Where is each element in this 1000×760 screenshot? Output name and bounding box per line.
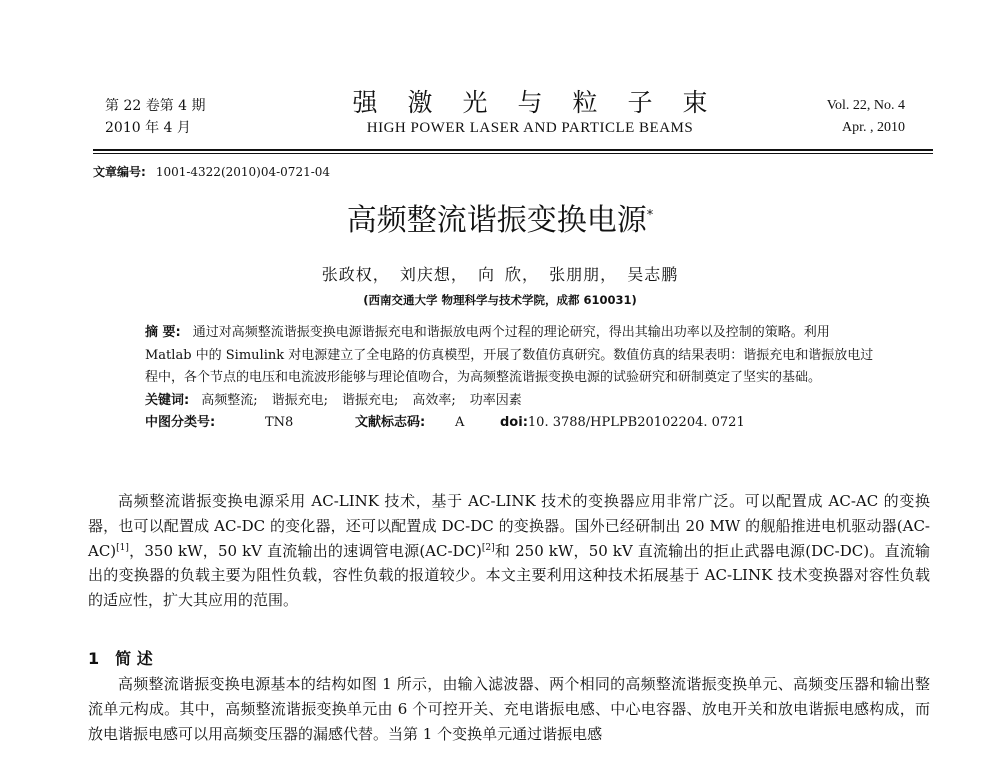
section-1-paragraph: 高频整流谐振变换电源基本的结构如图 1 所示，由输入滤波器、两个相同的高频整流谐振变换单元、高频变压器和输出整流单元构成。其中，高频整流谐振变换单元由 6 个可控开关、充电谐振电感、中心电容器、放电开关和放电谐振电感构成，而放电谐振电感可以用高频变压器的漏感代替。当第 1 个变换单元通过谐振电感 [88,675,930,743]
intro-text-3: 和 250 kW，50 kV 直流输出的拒止武器电源(DC-DC)。直流输出的变换器的负载主要为阻性负载，容性负载的报道较少。本文主要利用这种技术拓展基于 AC-LINK 技术变换器对容性负载的适应性，扩大其应用的范围。 [88,541,930,610]
date-cn: 2010 年 4 月 [105,120,191,136]
article-number [93,163,330,180]
citation-2[interactable]: [2] [481,542,495,553]
keyword: 高效率; [412,392,456,408]
abstract-block [145,322,875,435]
abstract-label: 摘 要: [145,325,181,340]
doi-label: doi: [500,415,528,430]
classification-line [145,412,875,435]
doc-code-value: A [455,415,465,430]
paper-title [0,192,1000,245]
keyword: 功率因素 [469,392,522,408]
date-en: Apr. , 2010 [842,120,905,135]
intro-paragraph [88,489,930,613]
authors: 张政权， 刘庆想， 向 欣， 张朋朋， 吴志鹏 [321,265,679,284]
abstract [145,322,875,390]
keyword: 谐振充电; [271,392,328,408]
clc-label: 中图分类号: [145,415,216,430]
journal-issue-cn [105,95,206,139]
volume-en: Vol. 22, No. 4 [826,98,905,113]
journal-name [300,88,760,138]
introduction [88,489,930,613]
affiliation: (西南交通大学 物理科学与技术学院，成都 610031) [363,293,637,307]
article-number-value: 1001-4322(2010)04-0721-04 [155,165,331,179]
abstract-text: 通过对高频整流谐振变换电源谐振充电和谐振放电两个过程的理论研究，得出其输出功率以及控制的策略。利用 Matlab 中的 Simulink 对电源建立了全电路的仿真模型，开展了数值仿真研究。数值仿真的结果表明：谐振充电和谐振放电过程中，各个节点的电压和电流波形能够与理论值吻合，为高频整流谐振变换电源的试验研究和研制奠定了坚实的基础。 [145,325,874,385]
doi-value: 10. 3788/HPLPB20102204. 0721 [527,415,745,430]
intro-text-1: 高频整流谐振变换电源采用 AC-LINK 技术，基于 AC-LINK 技术的变换器应用非常广泛。可以配置成 AC-AC 的变换器，也可以配置成 AC-DC 的变化器，还可以配置成 DC-DC 的变换器。国外已经研制出 20 MW 的舰船推进电机驱动器(AC-AC) [88,492,930,560]
clc-value: TN8 [265,415,294,430]
journal-name-cn: 强激光与粒子束 [352,88,738,117]
title-footnote-mark: * [646,208,654,223]
section-1-body [88,672,930,746]
issue-cn: 第 22 卷第 4 期 [105,98,206,114]
section-1-title: 简 述 [115,649,153,668]
keyword: 高频整流; [201,392,258,408]
doc-code-label: 文献标志码: [355,415,426,430]
header-rule-thin [93,153,933,154]
keyword: 谐振充电; [341,392,399,408]
section-1-number: 1 [88,649,100,668]
journal-name-en: HIGH POWER LASER AND PARTICLE BEAMS [366,120,694,136]
header-rule-thick [93,149,933,151]
article-number-label: 文章编号: [93,165,146,179]
section-1-heading [88,646,169,669]
paper-title-text: 高频整流谐振变换电源 [346,203,647,238]
intro-text-2: ，350 kW，50 kV 直流输出的速调管电源(AC-DC) [128,541,482,560]
keywords-label: 关键词: [145,392,190,408]
citation-1[interactable]: [1] [116,542,129,553]
journal-volume-en [827,95,905,139]
keywords [145,390,875,413]
